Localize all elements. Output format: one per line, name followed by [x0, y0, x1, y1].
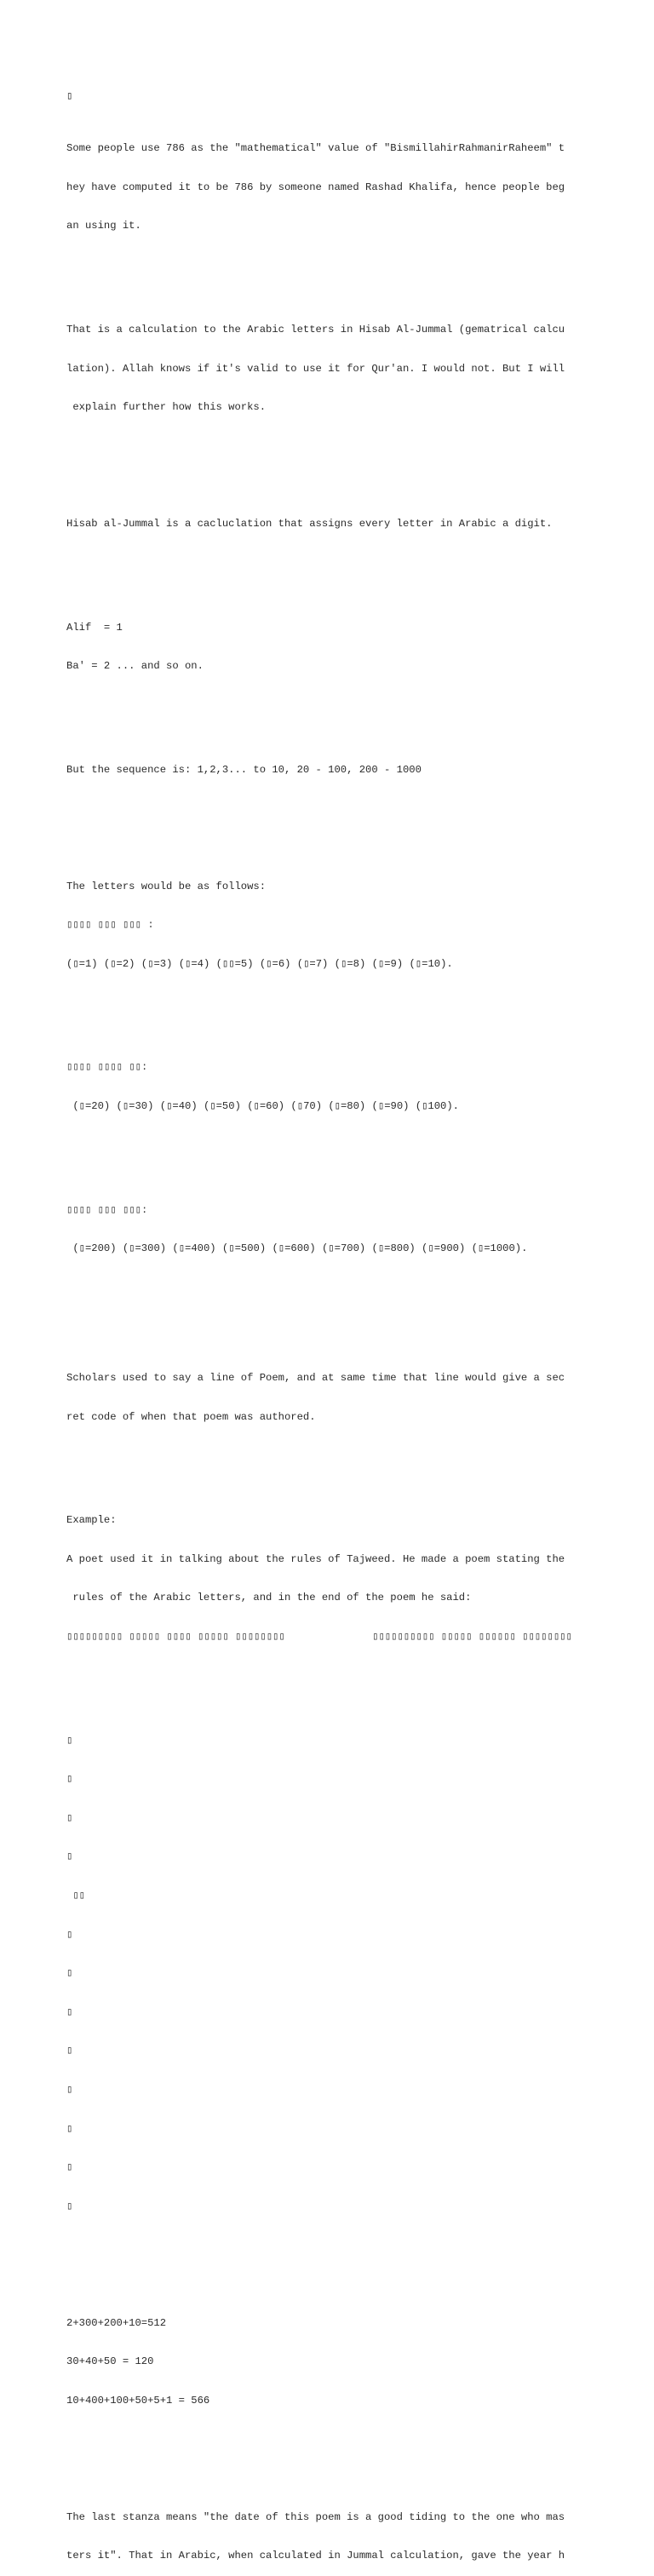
- paragraph-jummal-line-1: That is a calculation to the Arabic letters in Hisab Al-Jummal (gematrical calcu: [66, 323, 565, 336]
- group-2-values: (▯=20) (▯=30) (▯=40) (▯=50) (▯=60) (▯70) (▯=80) (▯=90) (▯100).: [66, 1099, 459, 1112]
- glyph-row: ▯: [66, 2045, 73, 2057]
- example-line-2: rules of the Arabic letters, and in the end of the poem he said:: [66, 1592, 472, 1604]
- glyph-row: ▯: [66, 2122, 73, 2135]
- paragraph-786-line-3: an using it.: [66, 220, 141, 232]
- paragraph-786-line-1: Some people use 786 as the "mathematical" value of "BismillahirRahmanirRaheem" t: [66, 142, 565, 155]
- paragraph-stanza-line-1: The last stanza means "the date of this poem is a good tiding to the one who mas: [66, 2510, 565, 2523]
- sum-1: 2+300+200+10=512: [66, 2316, 167, 2329]
- glyph-row: ▯: [66, 2084, 73, 2097]
- group-2-title: ▯▯▯▯ ▯▯▯▯ ▯▯:: [66, 1061, 148, 1074]
- paragraph-jummal-line-2: lation). Allah knows if it's valid to use it for Qur'an. I would not. But I will: [66, 362, 565, 375]
- group-1-title: ▯▯▯▯ ▯▯▯ ▯▯▯ :: [66, 919, 154, 932]
- paragraph-definition: Hisab al-Jummal is a cacluclation that assigns every letter in Arabic a digit.: [66, 517, 553, 530]
- paragraph-scholars-line-1: Scholars used to say a line of Poem, and at same time that line would give a sec: [66, 1372, 565, 1385]
- paragraph-scholars-line-2: ret code of when that poem was authored.: [66, 1410, 316, 1423]
- glyph-row: ▯▯: [66, 1890, 85, 1902]
- sum-3: 10+400+100+50+5+1 = 566: [66, 2394, 210, 2407]
- glyph-row: ▯: [66, 1928, 73, 1941]
- ba-value: Ba' = 2 ... and so on.: [66, 660, 204, 673]
- glyph-row: ▯: [66, 1967, 73, 1980]
- example-line-1: A poet used it in talking about the rules of Tajweed. He made a poem stating the: [66, 1552, 565, 1565]
- group-3-values: (▯=200) (▯=300) (▯=400) (▯=500) (▯=600) (▯=700) (▯=800) (▯=900) (▯=1000).: [66, 1242, 528, 1255]
- group-3-title: ▯▯▯▯ ▯▯▯ ▯▯▯:: [66, 1203, 148, 1216]
- glyph-row: ▯: [66, 2200, 73, 2212]
- paragraph-stanza-line-2: ters it". That in Arabic, when calculated in Jummal calculation, gave the year h: [66, 2550, 565, 2562]
- paragraph-786-line-2: hey have computed it to be 786 by someone named Rashad Khalifa, hence people beg: [66, 181, 565, 193]
- sum-2: 30+40+50 = 120: [66, 2355, 154, 2368]
- arabic-poem-line: ▯▯▯▯▯▯▯▯▯ ▯▯▯▯▯ ▯▯▯▯ ▯▯▯▯▯ ▯▯▯▯▯▯▯▯ ▯▯▯▯▯▯▯▯▯▯ ▯▯▯▯▯ ▯▯▯▯▯▯ ▯▯▯▯▯▯▯▯: [66, 1631, 572, 1644]
- letters-intro: The letters would be as follows:: [66, 880, 267, 892]
- glyph-row: ▯: [66, 1811, 73, 1824]
- example-heading: Example:: [66, 1514, 117, 1527]
- sequence-text: But the sequence is: 1,2,3... to 10, 20 - 100, 200 - 1000: [66, 763, 422, 776]
- group-1-values: (▯=1) (▯=2) (▯=3) (▯=4) (▯▯=5) (▯=6) (▯=7) (▯=8) (▯=9) (▯=10).: [66, 957, 453, 970]
- glyph-row: ▯: [66, 2005, 73, 2018]
- glyph-row: ▯: [66, 1773, 73, 1786]
- glyph-row: ▯: [66, 2161, 73, 2174]
- document-body: [66, 65, 611, 2576]
- glyph-row: ▯: [66, 1850, 73, 1863]
- paragraph-jummal-line-3: explain further how this works.: [66, 401, 267, 414]
- alif-value: Alif = 1: [66, 621, 123, 634]
- missing-glyph: ▯: [66, 90, 73, 103]
- glyph-row: ▯: [66, 1734, 73, 1747]
